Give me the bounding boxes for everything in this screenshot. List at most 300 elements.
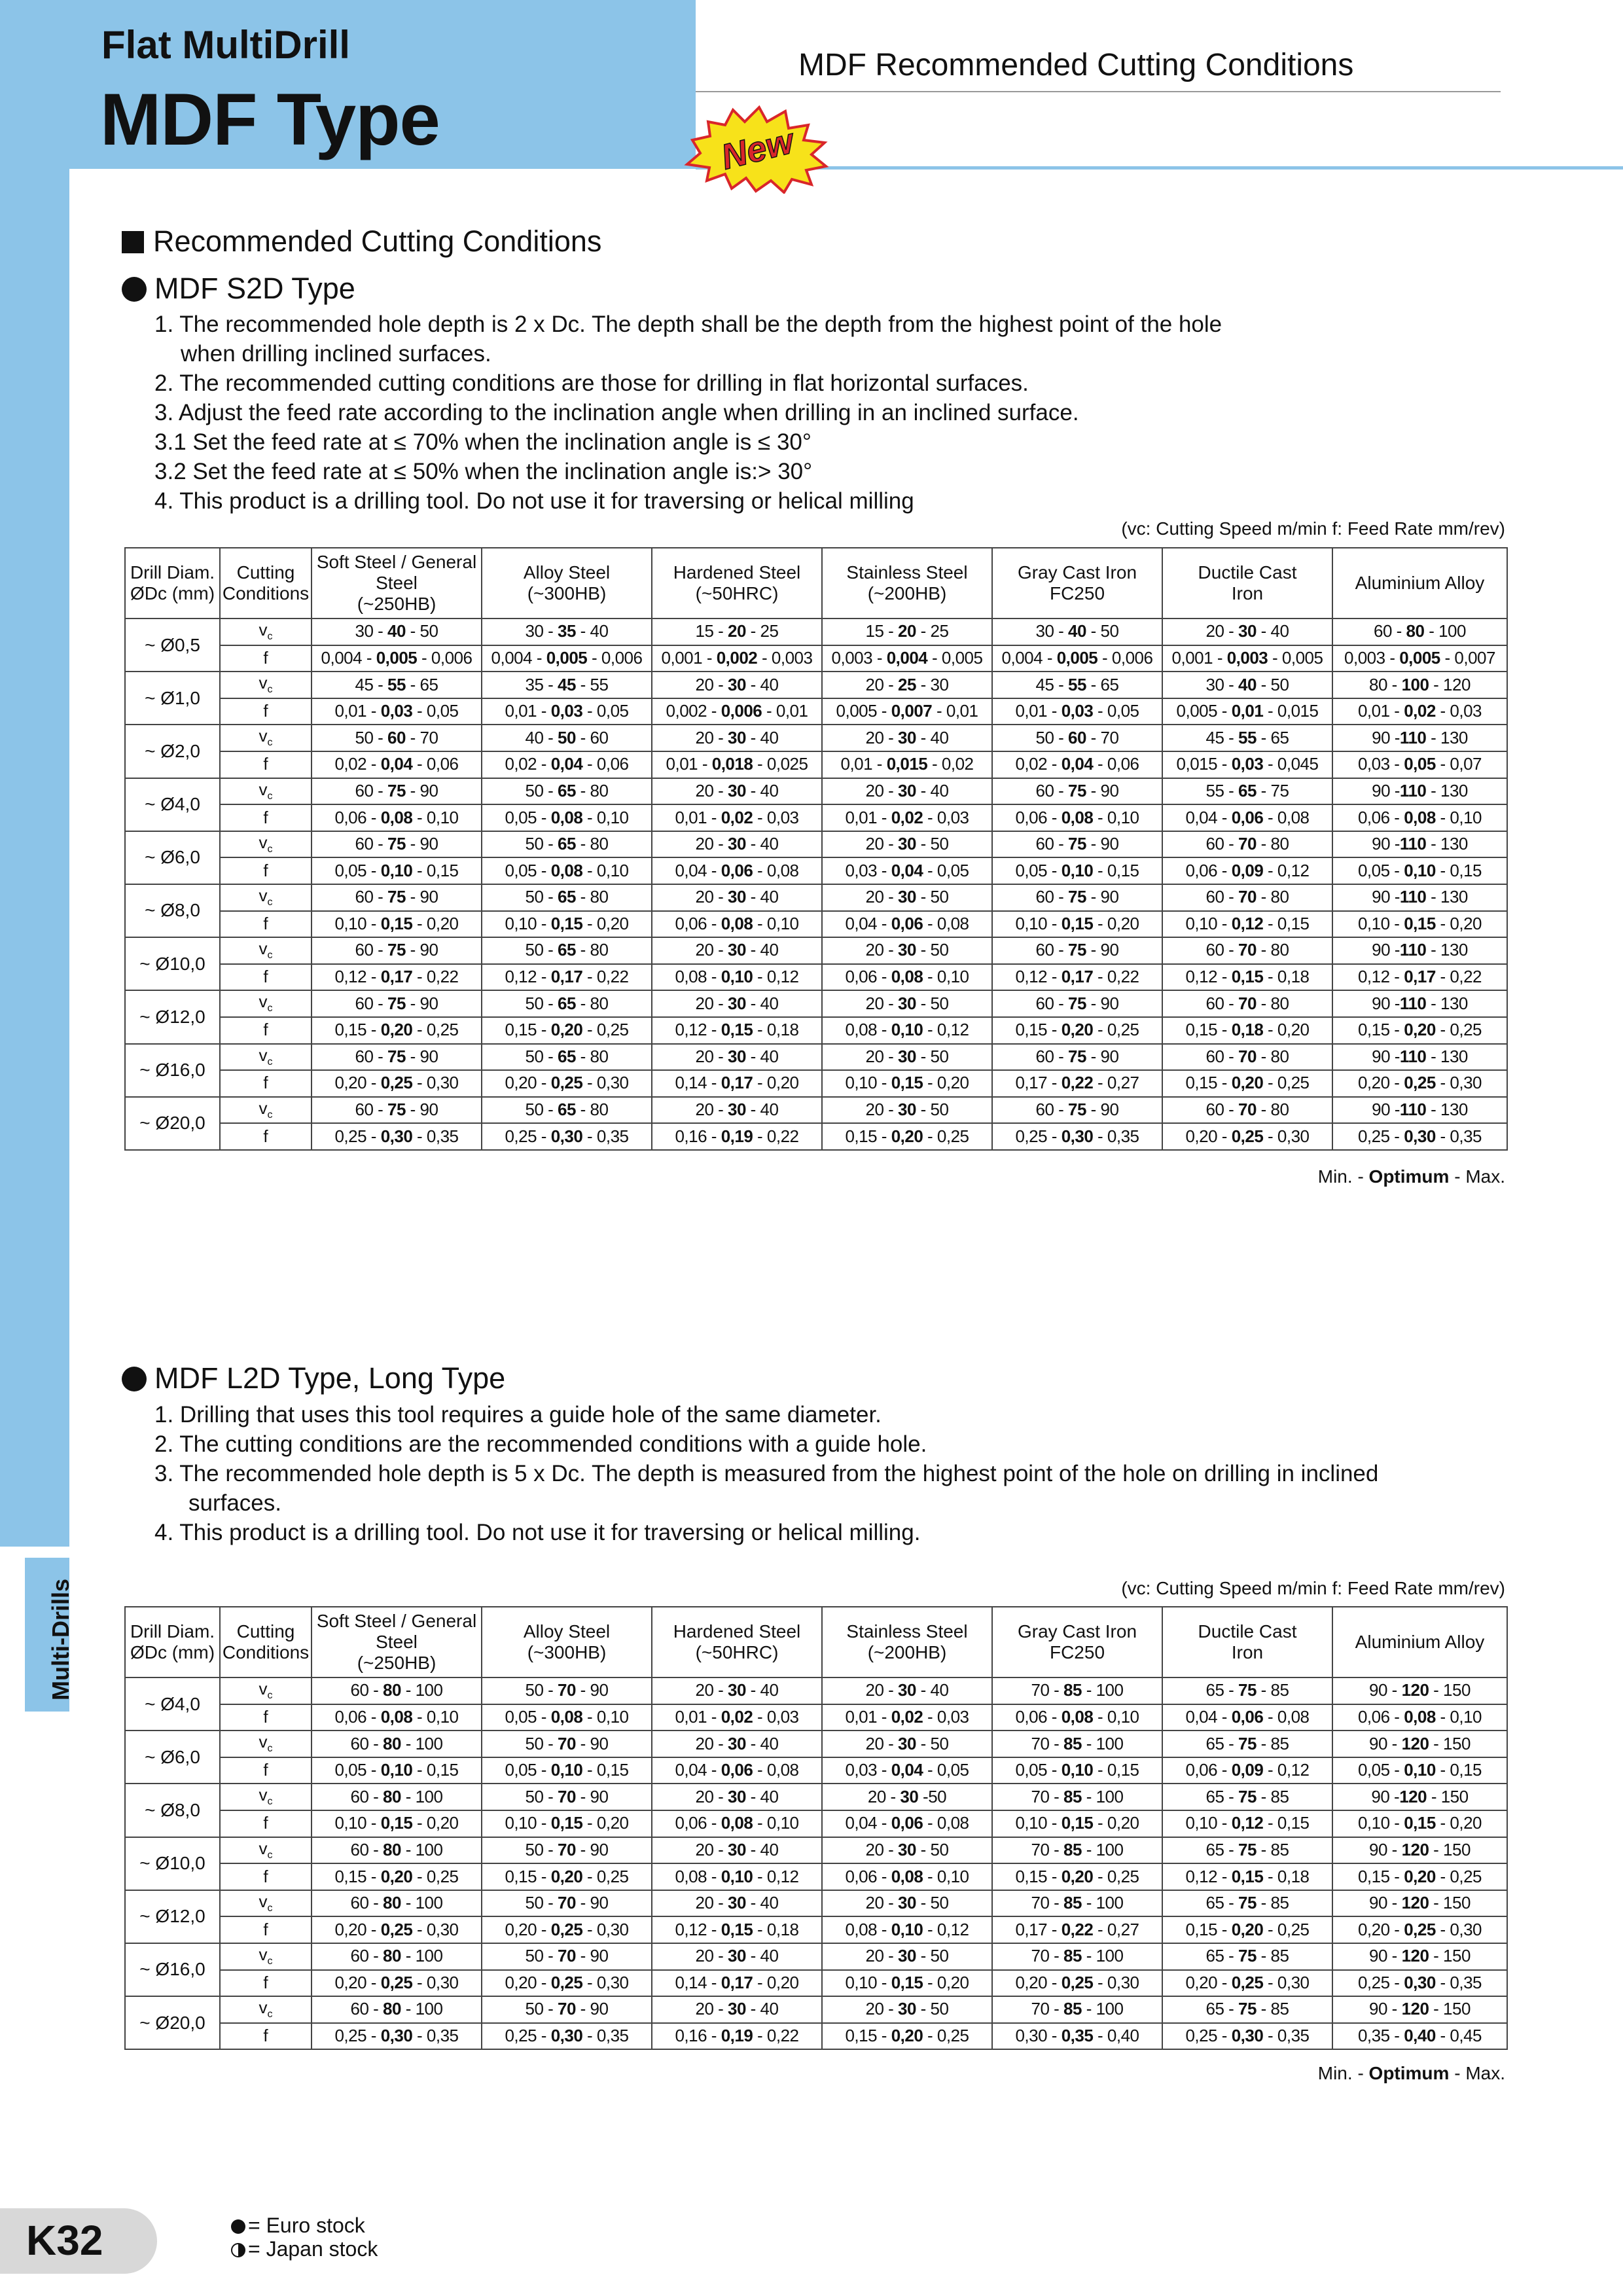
min-value: 0,12 -	[334, 967, 381, 987]
cutting-speed-cell	[822, 725, 992, 751]
optimum-value: 0,08	[891, 1866, 923, 1886]
optimum-value: 0,005	[1399, 647, 1440, 668]
cutting-speed-cell	[482, 1943, 652, 1970]
min-value: 0,01 -	[675, 807, 721, 827]
feed-rate-cell	[482, 1916, 652, 1943]
optimum-value: 0,25	[1231, 1126, 1264, 1146]
max-value: - 85	[1256, 1999, 1289, 2019]
vc-symbol-v: v	[259, 832, 268, 852]
feed-rate-symbol: f	[220, 698, 312, 725]
feed-rate-cell	[652, 2023, 822, 2050]
min-value: 0,10 -	[505, 1813, 551, 1833]
optimum-value: 65	[558, 887, 576, 907]
s2d-note-3-1: 3.1 Set the feed rate at ≤ 70% when the inclination angle is ≤ 30°	[154, 429, 812, 455]
table-row-f	[125, 751, 1507, 778]
material-header-line: (~200HB)	[867, 583, 947, 603]
optimum-value: 0,17	[721, 1073, 753, 1093]
max-value: - 40	[745, 1786, 779, 1806]
min-value: 90 -	[1372, 727, 1400, 747]
max-value: - 0,10	[923, 1866, 969, 1886]
optimum-value: 0,19	[721, 2026, 753, 2046]
max-value: - 0,30	[1263, 1972, 1310, 1992]
col-header-diameter	[125, 548, 220, 619]
min-value: 0,05 -	[1357, 1760, 1404, 1780]
table-row-vc	[125, 1996, 1507, 2023]
vc-symbol-sub: c	[267, 1056, 273, 1067]
max-value: - 0,20	[753, 1972, 799, 1992]
table-row-vc	[125, 831, 1507, 858]
max-value: - 130	[1426, 834, 1468, 854]
max-value: - 85	[1256, 1893, 1289, 1913]
new-badge-icon	[681, 102, 831, 194]
table-row-f	[125, 1123, 1507, 1150]
max-value: - 40	[1256, 621, 1289, 641]
optimum-value: 0,08	[1061, 1706, 1094, 1727]
min-value: 60 -	[350, 1946, 383, 1966]
max-value: - 90	[575, 1999, 609, 2019]
optimum-value: 0,02	[891, 1706, 923, 1727]
optimum-value: 0,04	[550, 754, 583, 774]
table-row-f	[125, 1704, 1507, 1731]
min-value: 0,05 -	[505, 1706, 551, 1727]
feed-rate-symbol: f	[220, 751, 312, 778]
feed-rate-cell	[822, 1863, 992, 1890]
max-value: - 40	[916, 727, 949, 747]
col-header-material	[1332, 548, 1507, 619]
drill-diameter-cell: ~ Ø20,0	[125, 1996, 220, 2049]
max-value: - 130	[1426, 780, 1468, 800]
cutting-speed-cell	[312, 937, 482, 964]
feed-rate-cell	[652, 751, 822, 778]
min-value: 0,01 -	[666, 754, 712, 774]
optimum-value: 120	[1401, 1839, 1429, 1859]
optimum-value: 40	[1238, 674, 1257, 694]
l2d-note-4: 4. This product is a drilling tool. Do not use it for traversing or helical milling.	[154, 1520, 921, 1545]
material-header-line: Iron	[1231, 1642, 1264, 1662]
min-value: 30 -	[1205, 674, 1239, 694]
cutting-speed-cell	[1162, 1784, 1332, 1810]
optimum-value: 0,10	[380, 1760, 413, 1780]
optimum-value: 70	[558, 1733, 576, 1753]
min-value: 0,002 -	[666, 701, 721, 721]
cutting-speed-cell	[822, 1731, 992, 1757]
optimum-value: 0,06	[1231, 807, 1264, 827]
feed-rate-cell	[1162, 1123, 1332, 1150]
max-value: - 65	[405, 674, 438, 694]
feed-rate-cell	[482, 1863, 652, 1890]
feed-rate-cell	[822, 1017, 992, 1044]
feed-rate-cell	[1332, 1863, 1507, 1890]
cutting-speed-cell	[482, 1996, 652, 2023]
max-value: - 0,03	[753, 1706, 799, 1727]
cutting-speed-cell	[992, 1677, 1162, 1704]
max-value: - 0,22	[412, 967, 459, 987]
min-value: 0,10 -	[1357, 913, 1404, 933]
optimum-value: 30	[898, 887, 916, 907]
min-value: 0,20 -	[505, 1919, 551, 1939]
max-value: - 0,25	[582, 1866, 629, 1886]
vc-symbol-v: v	[259, 885, 268, 905]
max-value: - 0,15	[1263, 1813, 1310, 1833]
optimum-value: 75	[1068, 1100, 1086, 1120]
cutting-speed-cell	[652, 1837, 822, 1864]
cutting-speed-cell	[1162, 831, 1332, 858]
feed-rate-cell	[992, 1810, 1162, 1837]
min-value: 20 -	[695, 674, 728, 694]
min-value: 20 -	[865, 1046, 899, 1066]
table-row-f	[125, 698, 1507, 725]
optimum-value: 30	[898, 1946, 916, 1966]
optimum-value: 0,15	[721, 1919, 753, 1939]
cutting-speed-cell	[312, 1890, 482, 1917]
min-value: 20 -	[695, 1046, 728, 1066]
table-row-f	[125, 964, 1507, 991]
min-value: 20 -	[695, 1839, 728, 1859]
material-header-line: Ductile Cast	[1198, 1621, 1297, 1641]
optimum-value: 30	[728, 1893, 746, 1913]
optimum-value: 0,10	[721, 1866, 753, 1886]
min-value: 0,25 -	[1185, 2026, 1232, 2046]
feed-rate-symbol: f	[220, 1704, 312, 1731]
col-header-conditions	[220, 1607, 312, 1677]
cutting-speed-symbol	[220, 1996, 312, 2023]
table-row-vc	[125, 1943, 1507, 1970]
max-value: - 40	[916, 1680, 949, 1700]
optimum-value: 65	[558, 1046, 576, 1066]
cutting-speed-cell	[652, 1044, 822, 1071]
table-row-vc	[125, 1677, 1507, 1704]
max-value: - 0,40	[1093, 2026, 1139, 2046]
cutting-speed-cell	[1162, 725, 1332, 751]
vc-symbol-sub: c	[267, 737, 273, 749]
min-value: 0,06 -	[1357, 1706, 1404, 1727]
table-row-f	[125, 645, 1507, 672]
euro-stock-legend	[231, 2214, 365, 2238]
min-value: 0,15 -	[1357, 1866, 1404, 1886]
max-value: - 0,25	[412, 1866, 459, 1886]
min-value: 90 -	[1372, 1100, 1400, 1120]
cutting-speed-cell	[992, 725, 1162, 751]
max-value: - 0,25	[1263, 1919, 1310, 1939]
cutting-speed-cell	[312, 725, 482, 751]
optimum-value: 30	[898, 1100, 916, 1120]
min-value: 0,10 -	[334, 913, 381, 933]
japan-stock-legend	[231, 2237, 378, 2261]
max-value: - 70	[1086, 727, 1119, 747]
max-value: - 150	[1429, 1946, 1471, 1966]
optimum-value: 25	[898, 674, 916, 694]
feed-rate-cell	[652, 645, 822, 672]
max-value: - 0,12	[923, 1919, 969, 1939]
min-value: 0,004 -	[1001, 647, 1057, 668]
optimum-value: 0,20	[550, 1020, 583, 1040]
min-value: 0,10 -	[845, 1073, 891, 1093]
max-value: - 150	[1429, 1733, 1471, 1753]
max-value: - 50	[916, 1100, 949, 1120]
min-value: 50 -	[525, 1999, 558, 2019]
euro-stock-text: = Euro stock	[248, 2214, 365, 2237]
max-value: - 150	[1429, 1999, 1471, 2019]
min-value: 20 -	[695, 780, 728, 800]
min-value: 0,05 -	[505, 807, 551, 827]
feed-rate-cell	[312, 698, 482, 725]
cutting-speed-cell	[992, 1097, 1162, 1124]
l2d-note-3-cont: surfaces.	[188, 1490, 281, 1516]
optimum-value: 110	[1399, 727, 1427, 747]
cutting-speed-cell	[992, 619, 1162, 645]
max-value: - 50	[405, 621, 438, 641]
feed-rate-cell	[992, 911, 1162, 938]
feed-rate-cell	[1162, 964, 1332, 991]
max-value: - 0,30	[412, 1919, 459, 1939]
col-header-material	[992, 548, 1162, 619]
optimum-value: 55	[387, 674, 406, 694]
optimum-value: 0,08	[721, 913, 753, 933]
cutting-speed-cell	[652, 1890, 822, 1917]
feed-rate-cell	[312, 911, 482, 938]
header-row	[125, 1607, 1507, 1677]
min-value: 0,15 -	[334, 1020, 381, 1040]
header-row	[125, 548, 1507, 619]
cutting-speed-cell	[1162, 937, 1332, 964]
optimum-value: 120	[1401, 1680, 1429, 1700]
max-value: - 0,30	[582, 1919, 629, 1939]
max-value: - 0,05	[923, 1760, 969, 1780]
max-value: - 100	[1081, 1946, 1124, 1966]
optimum-value: 0,15	[380, 913, 413, 933]
min-value: 90 -	[1369, 1733, 1402, 1753]
optimum-value: 75	[387, 1046, 406, 1066]
max-value: - 0,10	[1435, 1706, 1482, 1727]
vc-symbol-sub: c	[267, 1003, 273, 1014]
min-value: 20 -	[695, 1786, 728, 1806]
cutting-speed-symbol	[220, 1890, 312, 1917]
cutting-speed-symbol	[220, 1677, 312, 1704]
vc-symbol-sub: c	[267, 1109, 273, 1121]
max-value: - 0,025	[753, 754, 808, 774]
max-value: - 0,12	[923, 1020, 969, 1040]
max-value: - 0,22	[753, 1126, 799, 1146]
table-row-f	[125, 1970, 1507, 1997]
min-value: 50 -	[525, 1733, 558, 1753]
min-value: 0,02 -	[334, 754, 381, 774]
min-value: 0,20 -	[334, 1919, 381, 1939]
legend-min: Min. -	[1317, 2063, 1369, 2083]
max-value: - 90	[575, 1946, 609, 1966]
cutting-speed-cell	[992, 884, 1162, 911]
cutting-speed-symbol	[220, 1784, 312, 1810]
min-value: 0,10 -	[505, 913, 551, 933]
max-value: - 80	[575, 993, 609, 1013]
min-value: 60 -	[1205, 1046, 1239, 1066]
optimum-value: 0,25	[550, 1919, 583, 1939]
cutting-speed-cell	[482, 937, 652, 964]
table-row-f	[125, 2023, 1507, 2050]
conditions-header-line: Cutting	[236, 562, 295, 583]
optimum-value: 0,03	[1231, 754, 1264, 774]
max-value: - 90	[405, 1046, 438, 1066]
feed-rate-cell	[1162, 1916, 1332, 1943]
feed-rate-cell	[1162, 1863, 1332, 1890]
min-value: 20 -	[695, 940, 728, 960]
feed-rate-cell	[1332, 751, 1507, 778]
col-header-conditions	[220, 548, 312, 619]
optimum-value: 0,10	[1404, 1760, 1436, 1780]
min-value: 60 -	[1035, 1100, 1069, 1120]
max-value: - 0,27	[1093, 1919, 1139, 1939]
feed-rate-cell	[652, 964, 822, 991]
min-value: 40 -	[525, 727, 558, 747]
min-value: 60 -	[350, 1733, 383, 1753]
cutting-speed-symbol	[220, 1943, 312, 1970]
optimum-value: 0,08	[550, 860, 583, 880]
vc-symbol-v: v	[259, 1098, 268, 1118]
cutting-speed-cell	[1162, 619, 1332, 645]
min-value: 60 -	[1205, 834, 1239, 854]
cutting-speed-cell	[482, 884, 652, 911]
feed-rate-cell	[482, 1070, 652, 1097]
feed-rate-cell	[482, 804, 652, 831]
optimum-value: 0,25	[1404, 1919, 1436, 1939]
max-value: - 0,25	[923, 1126, 969, 1146]
max-value: - 100	[1081, 1839, 1124, 1859]
min-value: 0,30 -	[1015, 2026, 1061, 2046]
max-value: - 40	[745, 1733, 779, 1753]
min-value: 60 -	[350, 1893, 383, 1913]
optimum-value: 0,06	[891, 1813, 923, 1833]
max-value: - 100	[1081, 1680, 1124, 1700]
min-value: 0,06 -	[1185, 1760, 1232, 1780]
feed-rate-cell	[652, 1123, 822, 1150]
cutting-speed-cell	[482, 1837, 652, 1864]
max-value: - 0,18	[753, 1020, 799, 1040]
max-value: - 40	[745, 674, 779, 694]
min-value: 0,04 -	[1185, 807, 1232, 827]
material-header-line: Iron	[1231, 583, 1264, 603]
s2d-note-3-2: 3.2 Set the feed rate at ≤ 50% when the inclination angle is:> 30°	[154, 459, 813, 484]
max-value: - 0,22	[582, 967, 629, 987]
optimum-value: 0,007	[891, 701, 933, 721]
min-value: 0,20 -	[1357, 1073, 1404, 1093]
feed-rate-cell	[1332, 1916, 1507, 1943]
diameter-header-line: Drill Diam.	[130, 562, 215, 583]
feed-rate-cell	[1332, 1704, 1507, 1731]
cutting-speed-cell	[312, 1943, 482, 1970]
diameter-header-line: ØDc (mm)	[130, 583, 215, 603]
feed-rate-symbol: f	[220, 1070, 312, 1097]
drill-diameter-cell: ~ Ø12,0	[125, 990, 220, 1043]
min-value: 0,10 -	[1185, 1813, 1232, 1833]
max-value: - 0,08	[1263, 807, 1310, 827]
optimum-value: 75	[1238, 1733, 1257, 1753]
max-value: - 0,22	[1435, 967, 1482, 987]
diameter-header-line: ØDc (mm)	[130, 1642, 215, 1662]
s2d-note-4: 4. This product is a drilling tool. Do not use it for traversing or helical milling	[154, 488, 914, 514]
feed-rate-cell	[992, 1123, 1162, 1150]
l2d-heading-text: MDF L2D Type, Long Type	[154, 1361, 506, 1395]
cutting-speed-cell	[1332, 1677, 1507, 1704]
drill-diameter-cell: ~ Ø10,0	[125, 1837, 220, 1890]
cutting-speed-cell	[992, 831, 1162, 858]
feed-rate-cell	[482, 1970, 652, 1997]
optimum-value: 30	[728, 1786, 746, 1806]
max-value: - 90	[575, 1733, 609, 1753]
optimum-value: 0,15	[1231, 967, 1264, 987]
optimum-value: 35	[558, 621, 576, 641]
min-value: 0,01 -	[840, 754, 887, 774]
optimum-value: 70	[558, 1680, 576, 1700]
feed-rate-cell	[1162, 857, 1332, 884]
min-value: 0,01 -	[1015, 701, 1061, 721]
optimum-value: 30	[728, 780, 746, 800]
min-value: 50 -	[525, 1680, 558, 1700]
optimum-value: 70	[558, 1999, 576, 2019]
feed-rate-symbol: f	[220, 1017, 312, 1044]
feed-rate-cell	[1162, 1704, 1332, 1731]
optimum-value: 70	[558, 1946, 576, 1966]
cutting-speed-cell	[652, 831, 822, 858]
max-value: - 100	[401, 1786, 443, 1806]
optimum-value: 65	[558, 834, 576, 854]
max-value: -50	[918, 1786, 947, 1806]
min-value: 60 -	[1374, 621, 1406, 641]
optimum-value: 30	[898, 780, 916, 800]
max-value: - 0,25	[1093, 1866, 1139, 1886]
optimum-value: 0,22	[1061, 1073, 1094, 1093]
min-value: 0,17 -	[1015, 1073, 1061, 1093]
feed-rate-cell	[652, 1810, 822, 1837]
feed-rate-cell	[1162, 1070, 1332, 1097]
min-value: 0,06 -	[675, 913, 721, 933]
feed-rate-symbol: f	[220, 1916, 312, 1943]
material-header-line: Steel	[376, 1631, 418, 1652]
max-value: - 0,08	[1263, 1706, 1310, 1727]
min-value: 20 -	[865, 1100, 899, 1120]
legend-max: - Max.	[1449, 1166, 1505, 1187]
min-value: 0,15 -	[505, 1866, 551, 1886]
cutting-speed-cell	[1332, 1996, 1507, 2023]
col-header-material	[482, 1607, 652, 1677]
optimum-value: 70	[558, 1839, 576, 1859]
min-value: 20 -	[865, 727, 899, 747]
cutting-speed-symbol	[220, 1837, 312, 1864]
min-value: 0,15 -	[845, 1126, 891, 1146]
feed-rate-cell	[1332, 645, 1507, 672]
max-value: - 90	[1086, 1046, 1119, 1066]
min-value: 60 -	[1035, 940, 1069, 960]
optimum-value: 0,20	[550, 1866, 583, 1886]
feed-rate-cell	[1332, 1070, 1507, 1097]
feed-rate-cell	[822, 804, 992, 831]
max-value: - 0,30	[582, 1972, 629, 1992]
min-value: 55 -	[1205, 780, 1239, 800]
min-value: 45 -	[1205, 727, 1239, 747]
min-value: 0,06 -	[1357, 807, 1404, 827]
vc-symbol-sub: c	[267, 1902, 273, 1914]
optimum-value: 75	[1068, 940, 1086, 960]
optimum-value: 0,15	[891, 1073, 923, 1093]
min-value: 0,05 -	[505, 1760, 551, 1780]
max-value: - 50	[1256, 674, 1289, 694]
feed-rate-cell	[652, 857, 822, 884]
cutting-speed-cell	[482, 831, 652, 858]
max-value: - 0,03	[753, 807, 799, 827]
optimum-value: 0,004	[886, 647, 928, 668]
table-row-vc	[125, 1837, 1507, 1864]
max-value: - 130	[1426, 1100, 1468, 1120]
product-type-title: MDF Type	[100, 79, 440, 160]
max-value: - 90	[1086, 940, 1119, 960]
